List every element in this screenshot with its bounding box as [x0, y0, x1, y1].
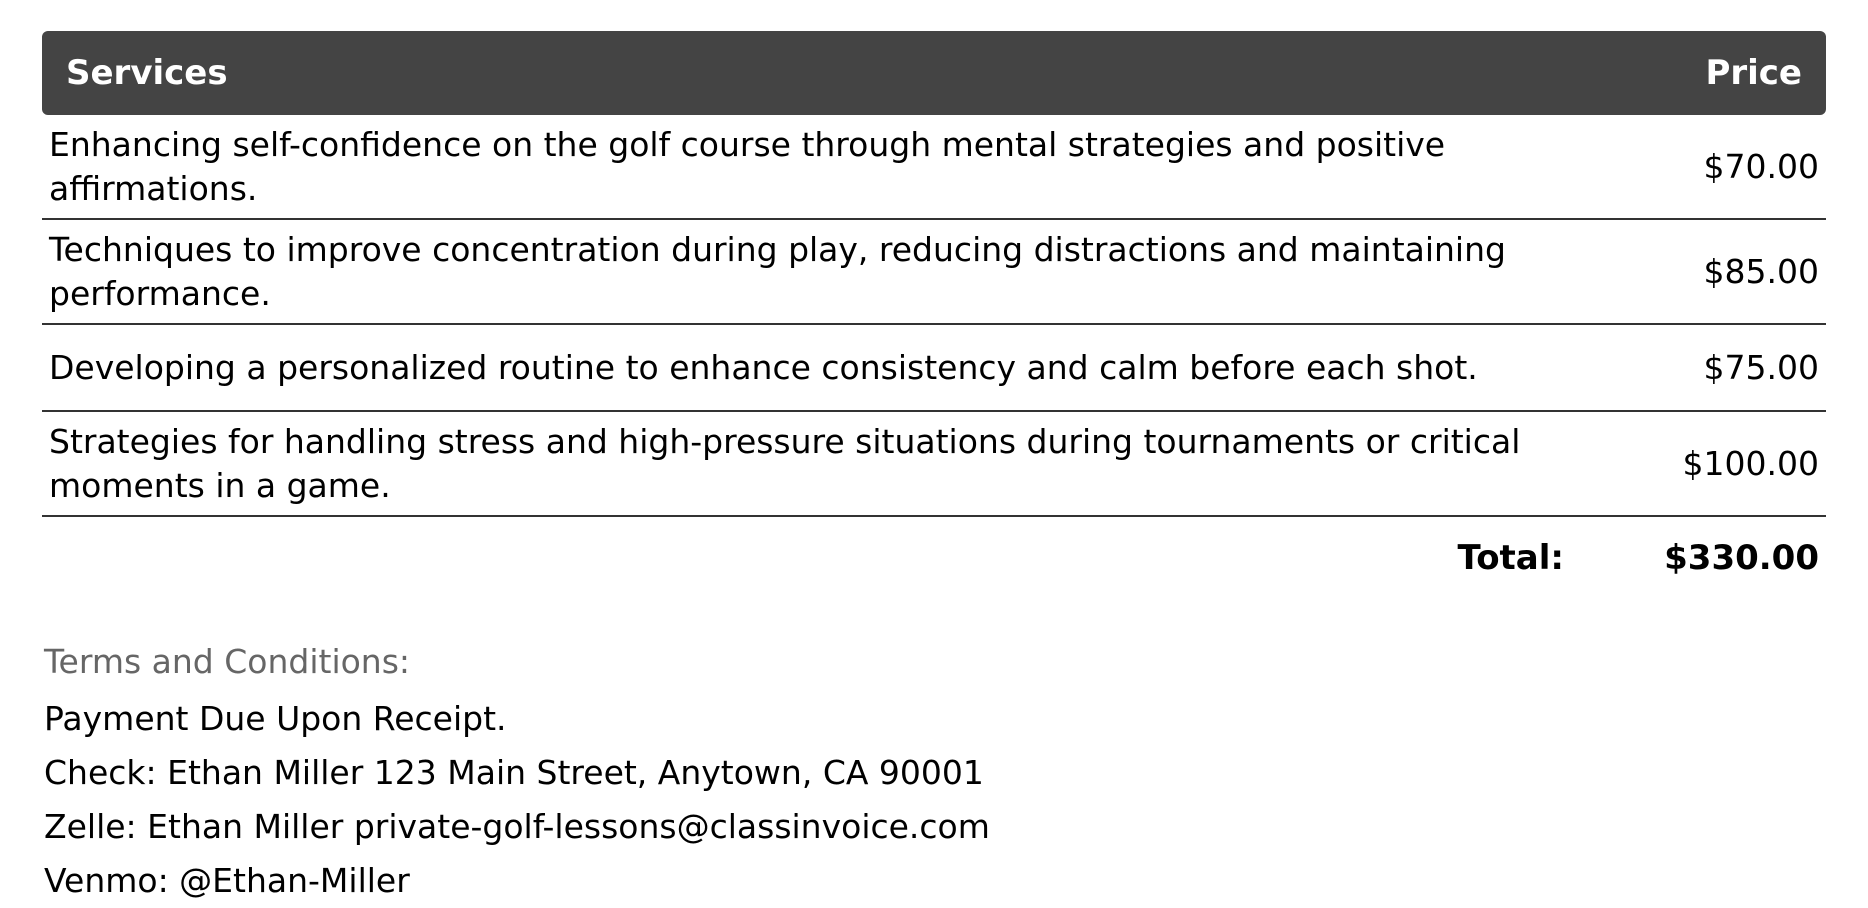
total-value: $330.00 — [1664, 538, 1819, 578]
services-column-header: Services — [66, 53, 228, 93]
service-price: $75.00 — [1703, 347, 1819, 387]
service-price: $85.00 — [1703, 251, 1819, 291]
table-row — [42, 115, 1826, 220]
table-header — [42, 31, 1826, 115]
terms-heading: Terms and Conditions: — [44, 642, 411, 681]
price-column-header: Price — [1705, 53, 1802, 93]
service-description: Developing a personalized routine to enhance consistency and calm before each shot. — [49, 347, 1478, 387]
terms-line: Zelle: Ethan Miller private-golf-lessons@classinvoice.com — [44, 807, 990, 846]
total-label: Total: — [1457, 538, 1564, 578]
services-table — [42, 31, 1826, 517]
terms-line: Payment Due Upon Receipt. — [44, 699, 507, 738]
service-description: Techniques to improve concentration during play, reducing distractions and maintaining performance. — [49, 229, 1506, 313]
terms-line: Check: Ethan Miller 123 Main Street, Anytown, CA 90001 — [44, 753, 984, 792]
service-description: Strategies for handling stress and high-pressure situations during tournaments or critical moments in a game. — [49, 421, 1521, 505]
table-row — [42, 412, 1826, 517]
terms-section — [44, 636, 990, 908]
total-row — [42, 538, 1826, 582]
service-description: Enhancing self-confidence on the golf course through mental strategies and positive affirmations. — [49, 124, 1446, 208]
table-row — [42, 325, 1826, 412]
service-price: $100.00 — [1682, 443, 1819, 483]
terms-line: Venmo: @Ethan-Miller — [44, 861, 410, 900]
table-row — [42, 220, 1826, 325]
service-price: $70.00 — [1703, 146, 1819, 186]
